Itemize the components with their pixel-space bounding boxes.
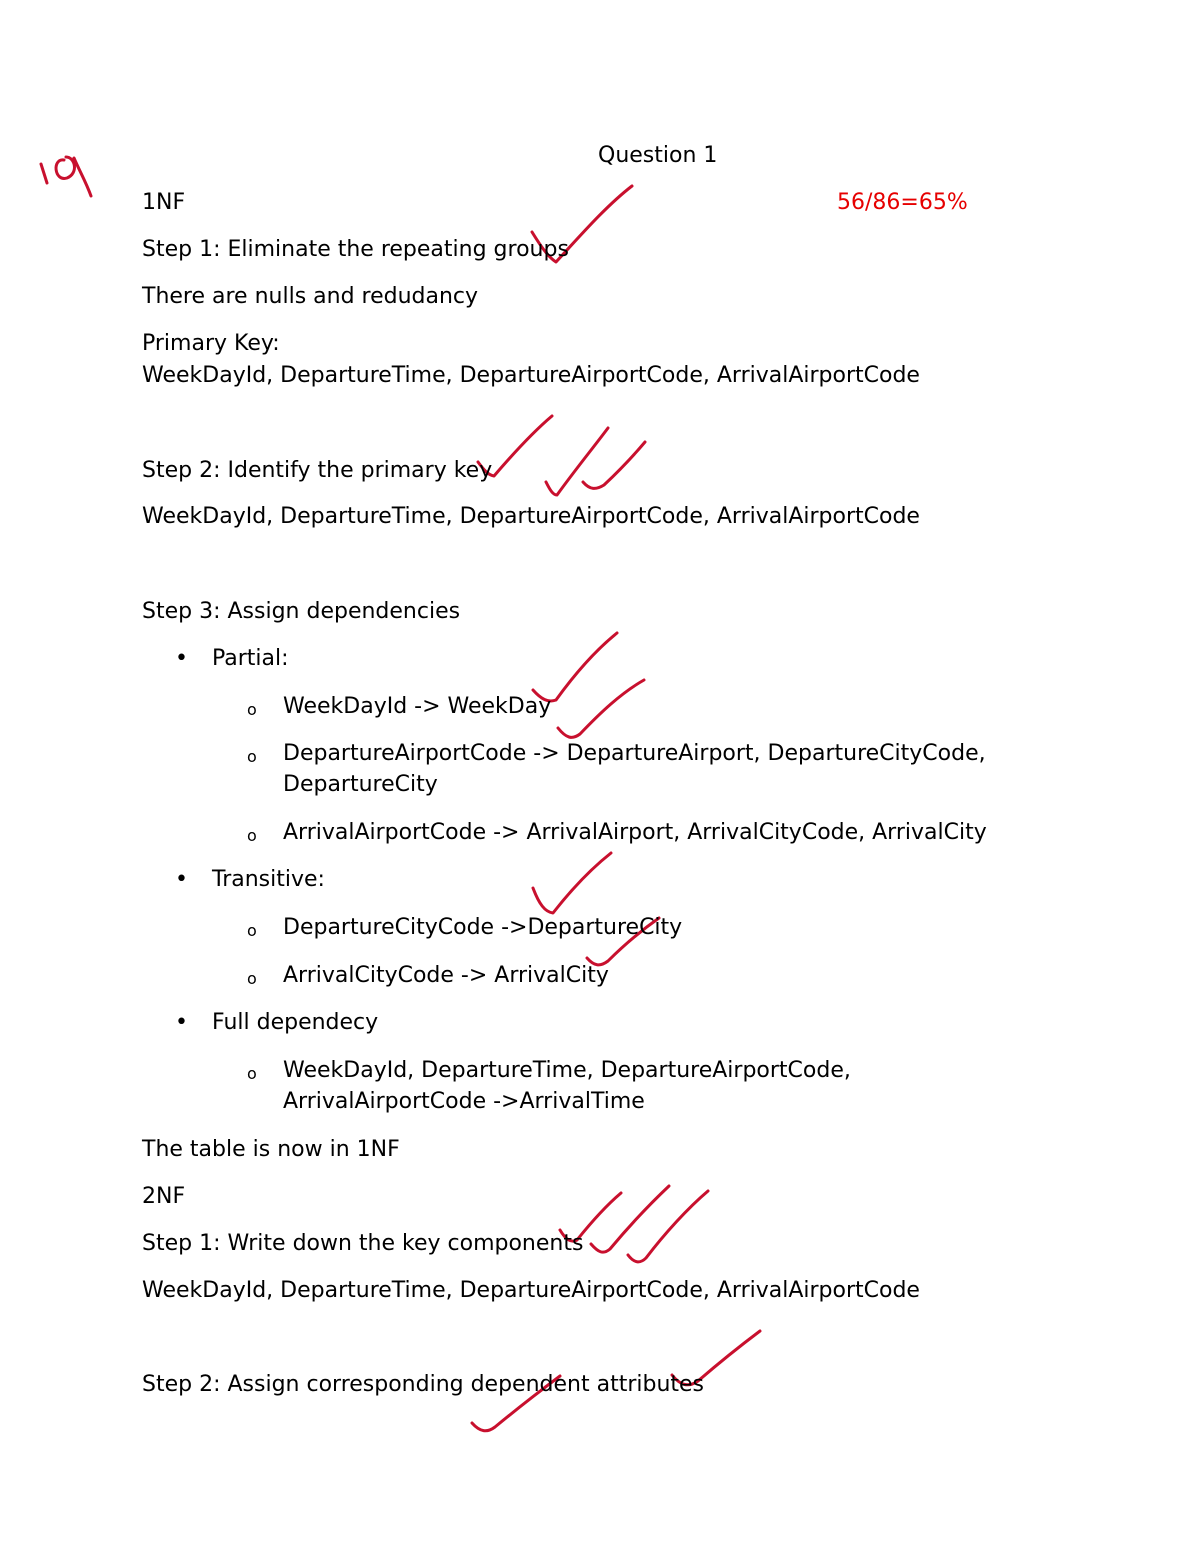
sub-bullet-icon: o	[247, 826, 257, 845]
page-title: Question 1	[598, 143, 718, 168]
bullet-icon: •	[175, 646, 188, 671]
section-heading-1nf: 1NF	[142, 190, 186, 215]
check-mark-icon	[583, 442, 645, 488]
sub-bullet-icon: o	[247, 921, 257, 940]
full-dependency-label: Full dependecy	[212, 1010, 379, 1035]
sub-bullet-icon: o	[247, 1064, 257, 1083]
nulls-note: There are nulls and redudancy	[142, 284, 479, 309]
nf2-step-1-value: WeekDayId, DepartureTime, DepartureAirportCode, ArrivalAirportCode	[142, 1278, 920, 1303]
partial-item: ArrivalAirportCode -> ArrivalAirport, ArrivalCityCode, ArrivalCity	[283, 820, 987, 845]
check-mark-icon	[533, 853, 611, 913]
full-dependency-item: WeekDayId, DepartureTime, DepartureAirportCode,	[283, 1058, 851, 1083]
sub-bullet-icon: o	[247, 969, 257, 988]
primary-key-value: WeekDayId, DepartureTime, DepartureAirportCode, ArrivalAirportCode	[142, 363, 920, 388]
transitive-item: ArrivalCityCode -> ArrivalCity	[283, 963, 609, 988]
step-3-heading: Step 3: Assign dependencies	[142, 599, 461, 624]
score-percentage: 56/86=65%	[837, 190, 968, 215]
step-1-heading: Step 1: Eliminate the repeating groups	[142, 237, 569, 262]
primary-key-label: Primary Key:	[142, 331, 280, 356]
partial-label: Partial:	[212, 646, 289, 671]
bullet-icon: •	[175, 867, 188, 892]
check-mark-icon	[628, 1191, 708, 1262]
nf2-step-2-heading: Step 2: Assign corresponding dependent attributes	[142, 1372, 705, 1397]
partial-item: WeekDayId -> WeekDay	[283, 694, 552, 719]
check-mark-icon	[591, 1186, 669, 1252]
nf2-step-1-heading: Step 1: Write down the key components	[142, 1231, 584, 1256]
check-mark-icon	[558, 680, 644, 737]
transitive-item: DepartureCityCode ->DepartureCity	[283, 915, 683, 940]
transitive-label: Transitive:	[212, 867, 325, 892]
handwritten-score-19	[41, 157, 91, 196]
partial-item-continuation: DepartureCity	[283, 772, 438, 797]
step-2-value: WeekDayId, DepartureTime, DepartureAirportCode, ArrivalAirportCode	[142, 504, 920, 529]
conclusion-1nf: The table is now in 1NF	[142, 1137, 400, 1162]
partial-item: DepartureAirportCode -> DepartureAirport, DepartureCityCode,	[283, 741, 986, 766]
sub-bullet-icon: o	[247, 747, 257, 766]
sub-bullet-icon: o	[247, 700, 257, 719]
section-heading-2nf: 2NF	[142, 1184, 186, 1209]
full-dependency-item-continuation: ArrivalAirportCode ->ArrivalTime	[283, 1089, 645, 1114]
bullet-icon: •	[175, 1010, 188, 1035]
step-2-heading: Step 2: Identify the primary key	[142, 458, 493, 483]
check-mark-icon	[546, 428, 608, 495]
